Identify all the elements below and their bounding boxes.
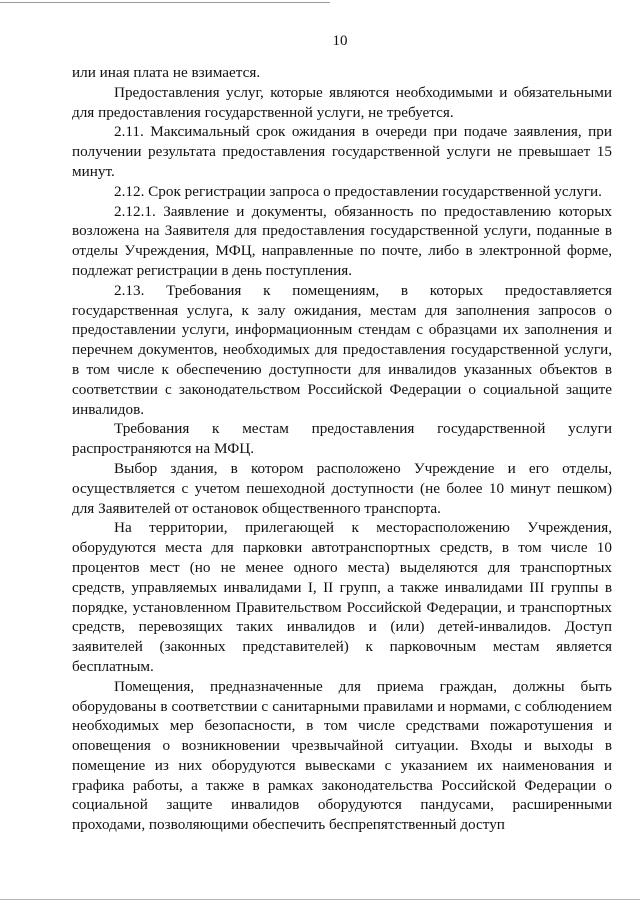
scan-edge-bottom — [0, 899, 640, 900]
paragraph-continuation: или иная плата не взимается. — [72, 64, 261, 81]
paragraph-2-13-premises: 2.13. Требования к помещениям, в которых предоставляется государственная услуга, к залу ожидания, местам для заполнения запросов о предоставлении услуги, информационным стендам с образцами их заполнения и перечнем документов, необходимых для предоставления государственной услуги, в том числе к обеспечению доступности для инвалидов указанных объектов в соответствии с законодательством Российской Федерации о социальной защите инвалидов. — [72, 281, 612, 418]
scan-edge-top — [0, 2, 330, 3]
paragraph-mfc-requirements: Требования к местам предоставления государственной услуги распространяются на МФЦ. — [72, 420, 612, 458]
paragraph-related-services: Предоставления услуг, которые являются необходимыми и обязательными для предоставления государственной услуги, не требуется. — [72, 83, 612, 121]
paragraph-2-12-1-documents: 2.12.1. Заявление и документы, обязанность по предоставлению которых возложена на Заявителя для предоставления государственной услуги, поданные в отделы Учреждения, МФЦ, направленные по почте, либо в электронной форме, подлежат регистрации в день поступления. — [72, 202, 612, 279]
paragraph-2-11-waiting-time: 2.11. Максимальный срок ожидания в очереди при подаче заявления, при получении результата предоставления государственной услуги не превышает 15 минут. — [72, 123, 612, 180]
paragraph-2-12-registration: 2.12. Срок регистрации запроса о предоставлении государственной услуги. — [114, 182, 602, 200]
paragraph-building-choice: Выбор здания, в котором расположено Учреждение и его отделы, осуществляется с учетом пешеходной доступности (не более 10 минут пешком) для Заявителей от остановок общественного транспорта. — [72, 459, 612, 517]
paragraph-parking: На территории, прилегающей к месторасположению Учреждения, оборудуются места для парковки автотранспортных средств, в том числе 10 процентов мест (но не менее одного места) выделяются для транспортных средств, управляемых инвалидами I, II групп, а также инвалидами III группы в порядке, установленном Правительством Российской Федерации, и транспортных средств, перевозящих таких инвалидов и (или) детей-инвалидов. Доступ заявителей (законных представителей) к парковочным местам является бесплатным. — [72, 519, 612, 675]
paragraph-premises-equipment: Помещения, предназначенные для приема граждан, должны быть оборудованы в соответствии с санитарными правилами и нормами, с соблюдением необходимых мер безопасности, в том числе средствами пожаротушения и оповещения о возникновении чрезвычайной ситуации. Входы и выходы в помещение из них оборудуются вывесками с указанием их наименования и графика работы, а также в рамках законодательства Российской Федерации о социальной защите инвалидов оборудуются пандусами, расширенными проходами, позволяющими обеспечить беспрепятственный доступ — [72, 677, 612, 834]
page-number: 10 — [332, 33, 348, 49]
document-body — [72, 63, 612, 835]
